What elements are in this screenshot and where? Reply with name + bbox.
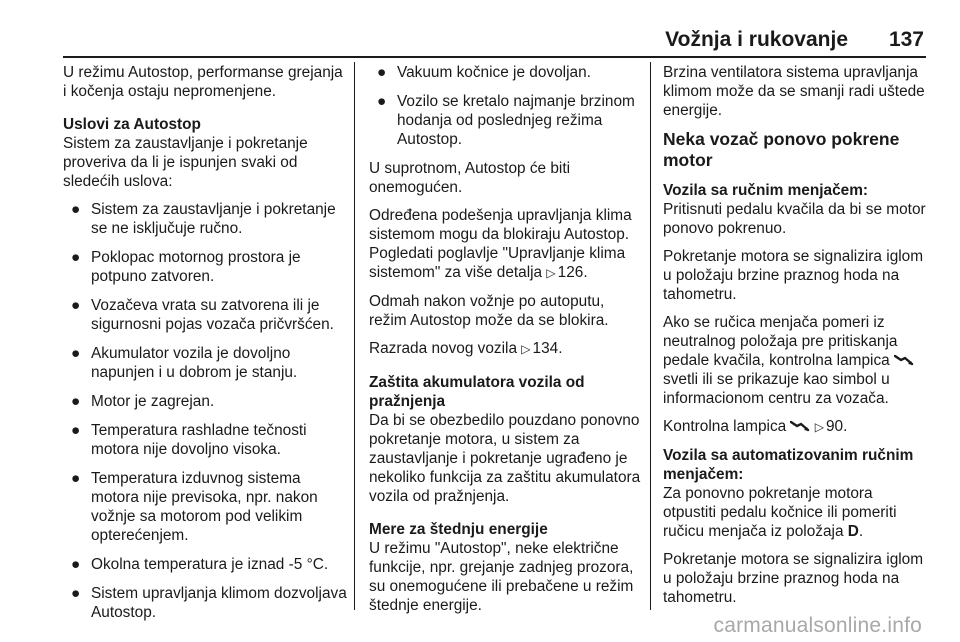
page-title: Vožnja i rukovanje	[665, 28, 848, 51]
paragraph: Pokretanje motora se signalizira iglom u položaju brzine praznog hoda na tahometru.	[663, 551, 924, 606]
header-rule	[63, 56, 926, 58]
list-item: ● Vozilo se kretalo najmanje brzinom hodanja od poslednjeg režima Autostop.	[377, 93, 635, 148]
bullet-icon: ●	[71, 297, 81, 314]
paragraph: Određena podešenja upravljanja klima sistemom mogu da blokiraju Autostop. Pogledati poglavlje "Upravljanje klima sistemom" za više detalja ▷ 126.	[369, 207, 632, 281]
list-item: ● Sistem upravljanja klimom dozvoljava Autostop.	[71, 585, 347, 621]
reference-arrow-icon: ▷	[546, 266, 556, 280]
conditions-list-cont	[369, 63, 643, 149]
page-header	[0, 0, 960, 58]
section-heading: Uslovi za Autostop	[63, 116, 201, 133]
paragraph: Za ponovno pokretanje motora otpustiti pedalu kočnice ili pomeriti ručicu menjača iz položaja D.	[663, 485, 897, 540]
bullet-icon: ●	[71, 585, 81, 602]
bullet-icon: ●	[71, 345, 81, 362]
page-reference[interactable]: 134.	[532, 340, 563, 357]
section-title: Neka vozač ponovo pokrene motor	[663, 129, 900, 170]
bullet-icon: ●	[71, 470, 81, 487]
list-item: ● Temperatura rashladne tečnosti motora nije dovoljno visoka.	[71, 422, 307, 458]
bullet-icon: ●	[71, 393, 81, 410]
paragraph: Pritisnuti pedalu kvačila da bi se motor ponovo pokrenuo.	[663, 201, 926, 237]
bullet-icon: ●	[71, 201, 81, 218]
reference-arrow-icon: ▷	[521, 342, 531, 356]
bullet-icon: ●	[377, 93, 387, 110]
page-number: 137	[888, 28, 924, 51]
paragraph: Ako se ručica menjača pomeri iz neutralnog položaja pre pritiskanja pedale kvačila, kontrolna lampica svetli ili se prikazuje kao simbol u informacionom centru za vozača.	[663, 313, 929, 408]
paragraph: Da bi se obezbedilo pouzdano ponovno pokretanje motora, u sistem za zaustavljanje i pokretanje ugrađeno je nekoliko funkcija za zaštitu akumulatora vozila od pražnjenja.	[369, 412, 641, 505]
list-item: ● Okolna temperatura je iznad -5 °C.	[71, 556, 329, 573]
reference-arrow-icon: ▷	[814, 420, 824, 434]
column-2	[369, 63, 643, 624]
list-item: ● Temperatura izduvnog sistema motora nije previsoka, npr. nakon vožnje sa motorom pod velikim opterećenjem.	[71, 470, 318, 544]
autostop-lamp-icon	[790, 419, 810, 433]
gear-position-label: D	[847, 523, 859, 540]
autostop-lamp-icon	[894, 353, 914, 367]
paragraph: U suprotnom, Autostop će biti onemogućen.	[369, 160, 571, 196]
bullet-icon: ●	[71, 556, 81, 573]
column-divider	[354, 62, 355, 610]
list-item: ● Sistem za zaustavljanje i pokretanje se ne isključuje ručno.	[71, 201, 336, 237]
paragraph: Brzina ventilatora sistema upravljanja klimom može da se smanji radi uštede energije.	[663, 64, 925, 119]
section-heading: Mere za štednju energije	[369, 521, 548, 538]
list-item: ● Poklopac motornog prostora je potpuno zatvoren.	[71, 249, 301, 285]
paragraph: Pokretanje motora se signalizira iglom u položaju brzine praznog hoda na tahometru.	[663, 248, 924, 303]
paragraph: Razrada novog vozila ▷ 134.	[369, 340, 563, 357]
paragraph: Kontrolna lampica ▷ 90.	[663, 418, 848, 435]
bullet-icon: ●	[377, 64, 387, 81]
page-reference[interactable]: 90.	[826, 418, 848, 435]
lead-paragraph: Sistem za zaustavljanje i pokretanje proveriva da li je ispunjen svaki od sledećih uslova:	[63, 135, 308, 190]
list-item: ● Vakuum kočnice je dovoljan.	[377, 64, 591, 81]
bullet-icon: ●	[71, 422, 81, 439]
page-reference[interactable]: 126.	[557, 264, 588, 281]
section-heading: Vozila sa automatizovanim ručnim menjačem:	[663, 447, 914, 483]
intro-paragraph: U režimu Autostop, performanse grejanja i kočenja ostaju nepromenjene.	[63, 64, 343, 100]
section-heading: Zaštita akumulatora vozila od pražnjenja	[369, 374, 585, 410]
list-item: ● Vozačeva vrata su zatvorena ili je sigurnosni pojas vozača pričvršćen.	[71, 297, 334, 333]
column-3	[663, 63, 929, 616]
paragraph: Odmah nakon vožnje po autoputu, režim Autostop može da se blokira.	[369, 293, 609, 329]
bullet-icon: ●	[71, 249, 81, 266]
watermark: carmanualsonline.info	[713, 614, 922, 637]
column-divider	[650, 62, 651, 610]
column-1	[63, 63, 347, 632]
list-item: ● Akumulator vozila je dovoljno napunjen i u dobrom je stanju.	[71, 345, 298, 381]
paragraph: U režimu "Autostop", neke električne funkcije, npr. grejanje zadnjeg prozora, su onemogućene ili prebačene u režim štednje energije.	[369, 540, 634, 614]
section-heading: Vozila sa ručnim menjačem:	[663, 182, 868, 199]
list-item: ● Motor je zagrejan.	[71, 393, 215, 410]
conditions-list	[63, 200, 347, 622]
